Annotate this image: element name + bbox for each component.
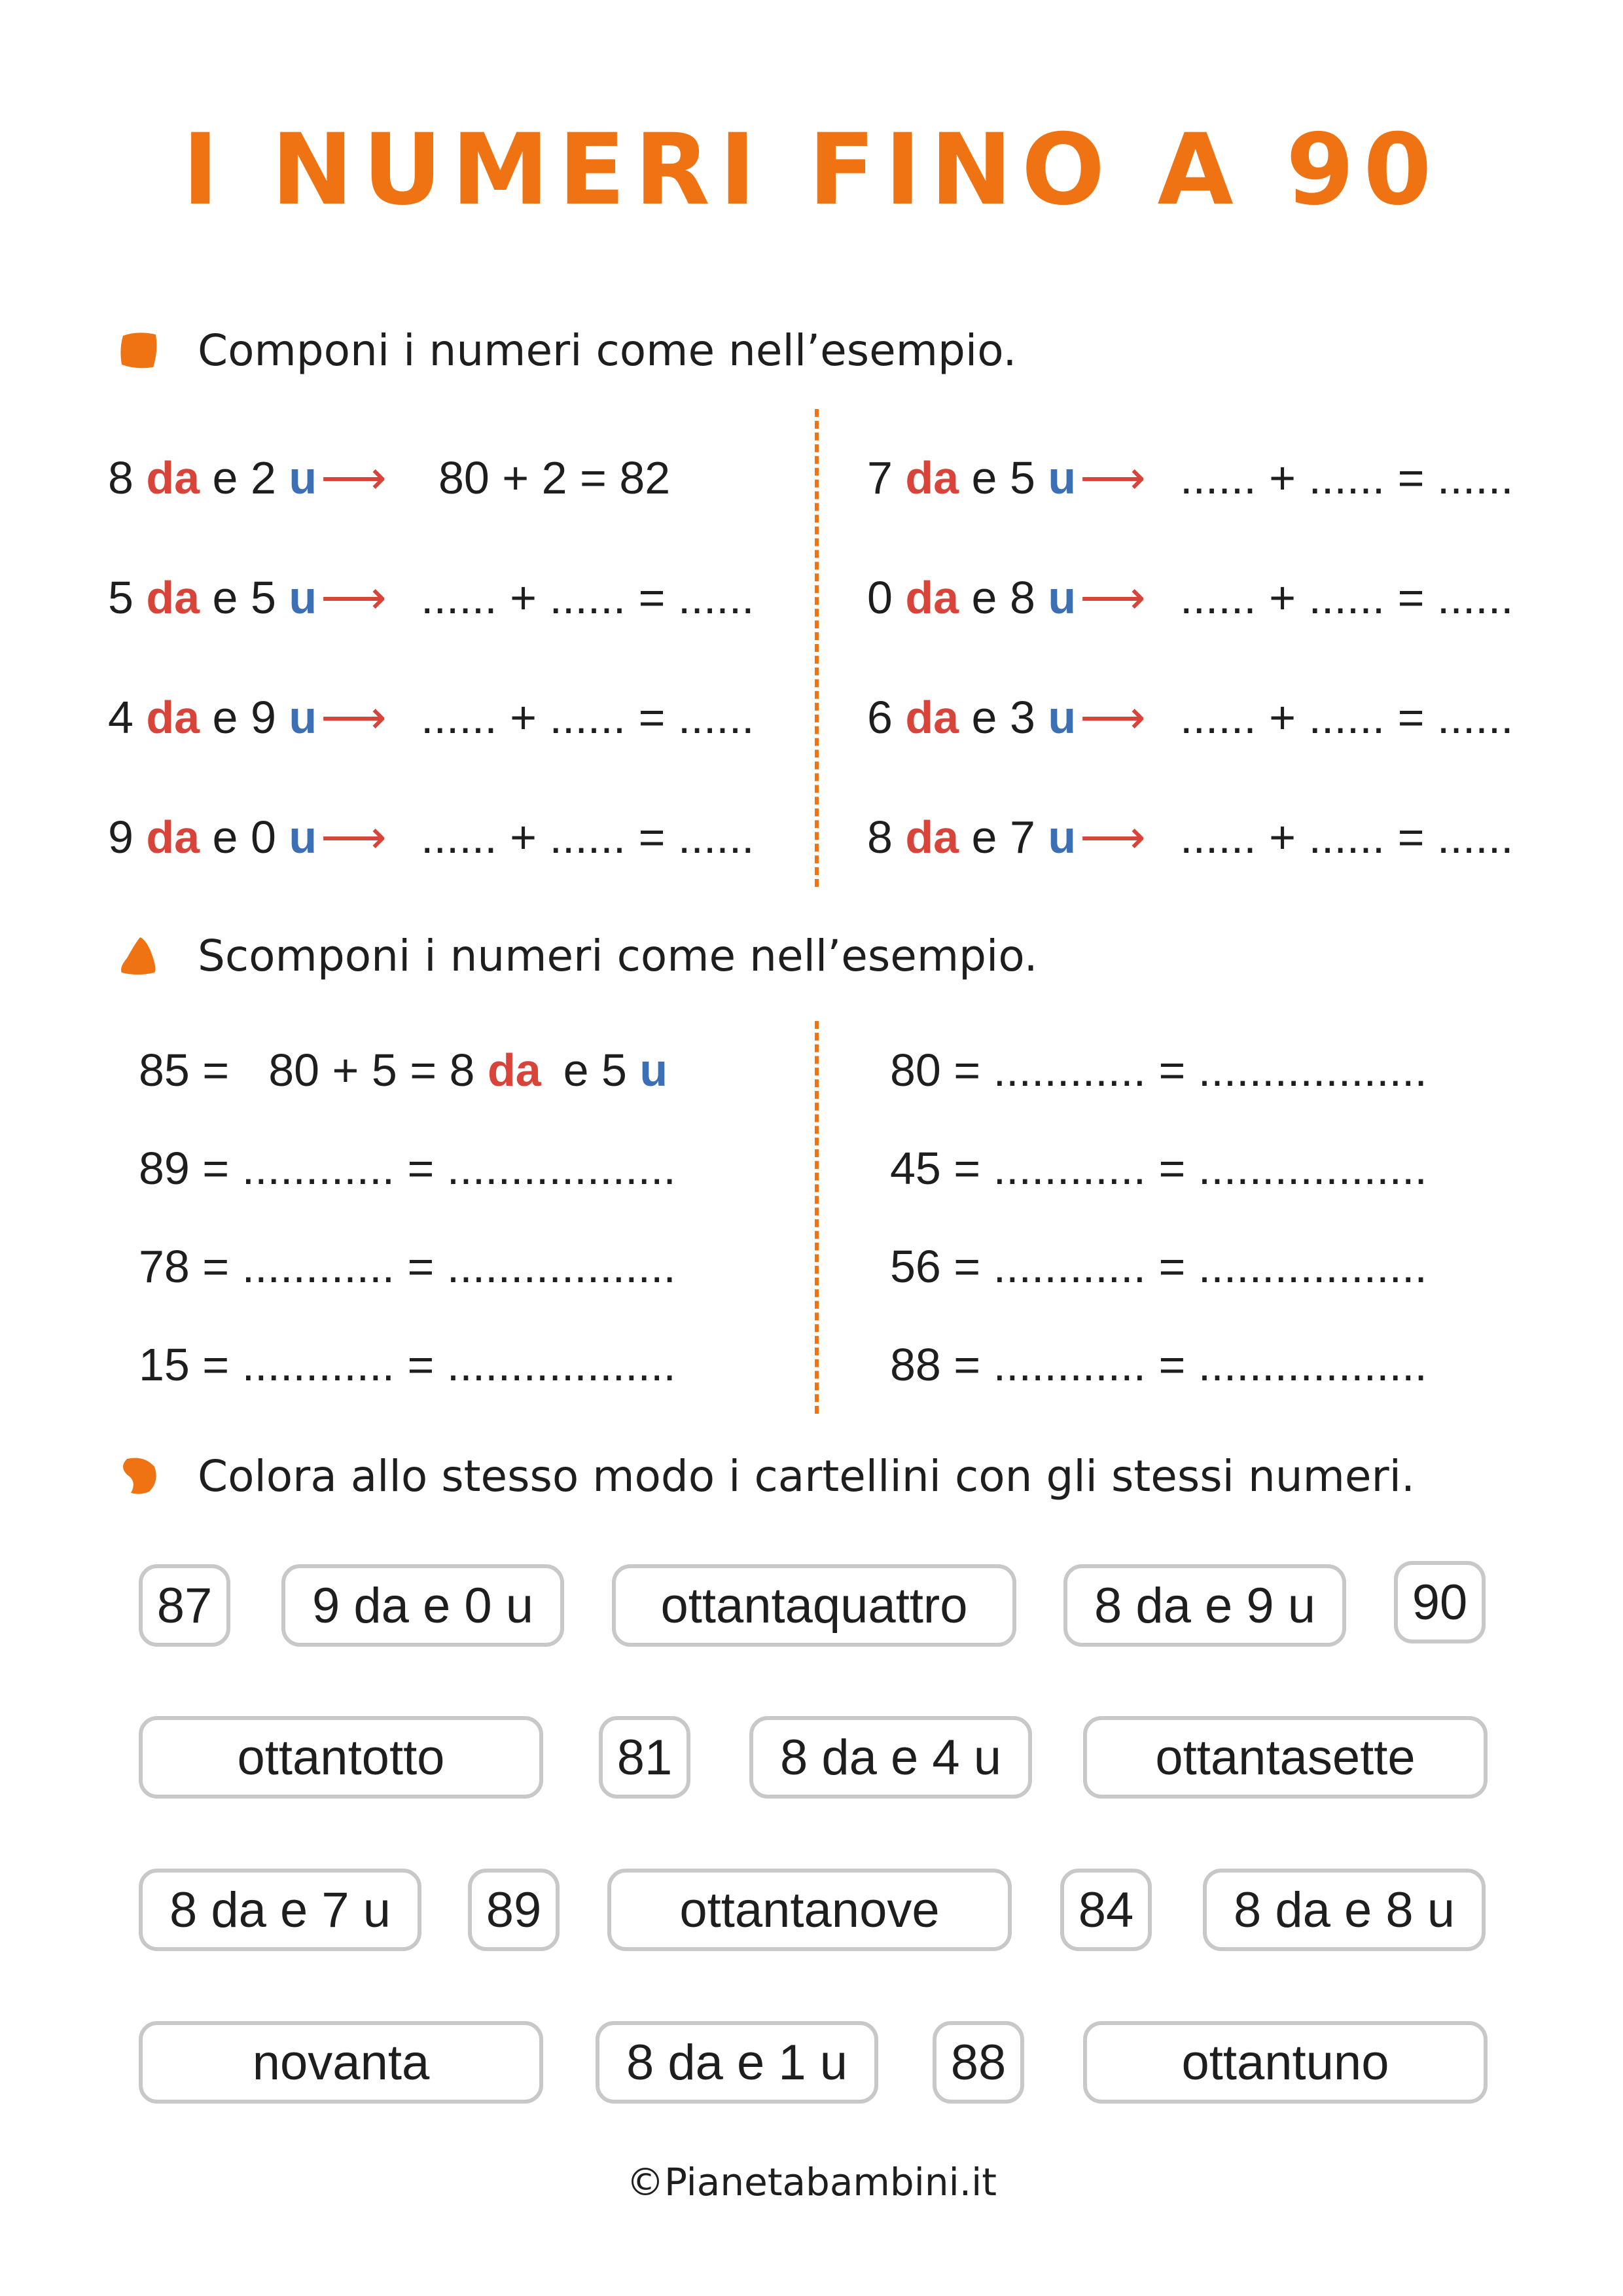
decompose-row-right-4[interactable] [890,1329,1427,1401]
decompose-row-right-1[interactable] [890,1034,1427,1106]
number-card[interactable]: 8 da e 1 u [596,2021,878,2104]
units-value: 5 [250,572,276,623]
decompose-line[interactable]: 88 = ............ = .................. [890,1339,1427,1390]
decompose-row-right-2[interactable] [890,1132,1427,1204]
and-label: e [971,692,997,743]
and-label: e [212,692,238,743]
decompose-example-row [139,1034,668,1106]
decompose-row-left-2[interactable] [139,1132,676,1204]
decompose-line[interactable]: 45 = ............ = .................. [890,1143,1427,1194]
u-label: u [639,1045,668,1096]
tens-value: 5 [108,572,134,623]
u-label: u [1048,812,1077,863]
u-label: u [289,452,317,503]
arrow-icon: ⟶ [321,452,387,503]
compose-row-right-4 [867,801,1514,873]
and-label: e [971,812,997,863]
number-card[interactable]: 89 [468,1869,560,1951]
number-card[interactable]: novanta [139,2021,543,2104]
decompose-row-right-3[interactable] [890,1230,1427,1302]
arrow-icon: ⟶ [1080,812,1146,863]
arrow-icon: ⟶ [321,692,387,743]
section2-instruction [118,920,1038,992]
da-label: da [905,812,959,863]
example-units: e 5 [563,1045,627,1096]
da-label: da [487,1045,541,1096]
da-label: da [146,572,200,623]
u-label: u [1048,572,1077,623]
decompose-line[interactable]: 80 = ............ = .................. [890,1045,1427,1096]
tens-value: 6 [867,692,893,743]
section3-instruction-text: Colora allo stesso modo i cartellini con gli stessi numeri. [198,1450,1415,1501]
and-label: e [212,452,238,503]
page-title: I NUMERI FINO A 90 [182,113,1441,227]
tens-value: 8 [867,812,893,863]
orange-blob-icon [118,329,160,371]
tens-value: 4 [108,692,134,743]
compose-row-right-3 [867,681,1514,753]
tens-value: 8 [108,452,134,503]
tens-value: 9 [108,812,134,863]
decompose-line[interactable]: 15 = ............ = .................. [139,1339,676,1390]
arrow-icon: ⟶ [321,812,387,863]
units-value: 7 [1009,812,1035,863]
compose-row-left-4 [108,801,755,873]
number-card[interactable]: 90 [1394,1561,1486,1643]
number-card[interactable]: ottantasette [1083,1716,1488,1799]
and-label: e [971,572,997,623]
compose-answer: 80 + 2 = 82 [438,452,671,503]
number-card[interactable]: 88 [933,2021,1024,2104]
arrow-icon: ⟶ [1080,572,1146,623]
tens-value: 7 [867,452,893,503]
orange-round-blob-icon [118,1455,160,1497]
da-label: da [146,692,200,743]
number-card[interactable]: 9 da e 0 u [281,1564,564,1647]
da-label: da [905,452,959,503]
example-number: 85 = [139,1045,230,1096]
number-card[interactable]: 84 [1060,1869,1152,1951]
compose-answer-blank[interactable]: ...... + ...... = ...... [421,812,755,863]
units-value: 2 [250,452,276,503]
section2-divider [815,1021,819,1414]
section1-instruction-text: Componi i numeri come nell’esempio. [198,325,1017,376]
and-label: e [971,452,997,503]
decompose-line[interactable]: 78 = ............ = .................. [139,1241,676,1292]
units-value: 8 [1009,572,1035,623]
da-label: da [146,812,200,863]
number-card[interactable]: 8 da e 4 u [749,1716,1032,1799]
number-card[interactable]: 8 da e 7 u [139,1869,421,1951]
u-label: u [1048,692,1077,743]
da-label: da [905,692,959,743]
compose-answer-blank[interactable]: ...... + ...... = ...... [421,692,755,743]
compose-row-left-3 [108,681,755,753]
compose-row-left-2 [108,562,755,634]
compose-answer-blank[interactable]: ...... + ...... = ...... [1180,572,1514,623]
orange-triangle-blob-icon [118,935,160,977]
units-value: 9 [250,692,276,743]
number-card[interactable]: 81 [599,1716,690,1799]
u-label: u [289,692,317,743]
compose-row-right-2 [867,562,1514,634]
decompose-row-left-3[interactable] [139,1230,676,1302]
arrow-icon: ⟶ [1080,452,1146,503]
and-label: e [212,812,238,863]
tens-value: 0 [867,572,893,623]
number-card[interactable]: 8 da e 9 u [1063,1564,1346,1647]
number-card[interactable]: ottantuno [1083,2021,1488,2104]
decompose-line[interactable]: 56 = ............ = .................. [890,1241,1427,1292]
section1-instruction [118,314,1016,386]
arrow-icon: ⟶ [321,572,387,623]
and-label: e [212,572,238,623]
u-label: u [289,812,317,863]
da-label: da [146,452,200,503]
units-value: 0 [250,812,276,863]
decompose-row-left-4[interactable] [139,1329,676,1401]
section2-instruction-text: Scomponi i numeri come nell’esempio. [198,930,1038,981]
compose-row-left-1 [108,442,671,514]
number-card[interactable]: ottantanove [607,1869,1012,1951]
compose-answer-blank[interactable]: ...... + ...... = ...... [1180,452,1514,503]
number-card[interactable]: ottantotto [139,1716,543,1799]
da-label: da [905,572,959,623]
example-sum: 80 + 5 = 8 [268,1045,475,1096]
footer-copyright: ©Pianetabambini.it [626,2160,997,2204]
compose-row-right-1 [867,442,1514,514]
u-label: u [1048,452,1077,503]
section1-divider [815,409,819,887]
u-label: u [289,572,317,623]
number-card[interactable]: 87 [139,1564,230,1647]
compose-answer-blank[interactable]: ...... + ...... = ...... [1180,812,1514,863]
compose-answer-blank[interactable]: ...... + ...... = ...... [1180,692,1514,743]
compose-answer-blank[interactable]: ...... + ...... = ...... [421,572,755,623]
units-value: 5 [1009,452,1035,503]
arrow-icon: ⟶ [1080,692,1146,743]
number-card[interactable]: ottantaquattro [612,1564,1016,1647]
decompose-line[interactable]: 89 = ............ = .................. [139,1143,676,1194]
section3-instruction [118,1440,1415,1512]
number-card[interactable]: 8 da e 8 u [1203,1869,1486,1951]
units-value: 3 [1009,692,1035,743]
